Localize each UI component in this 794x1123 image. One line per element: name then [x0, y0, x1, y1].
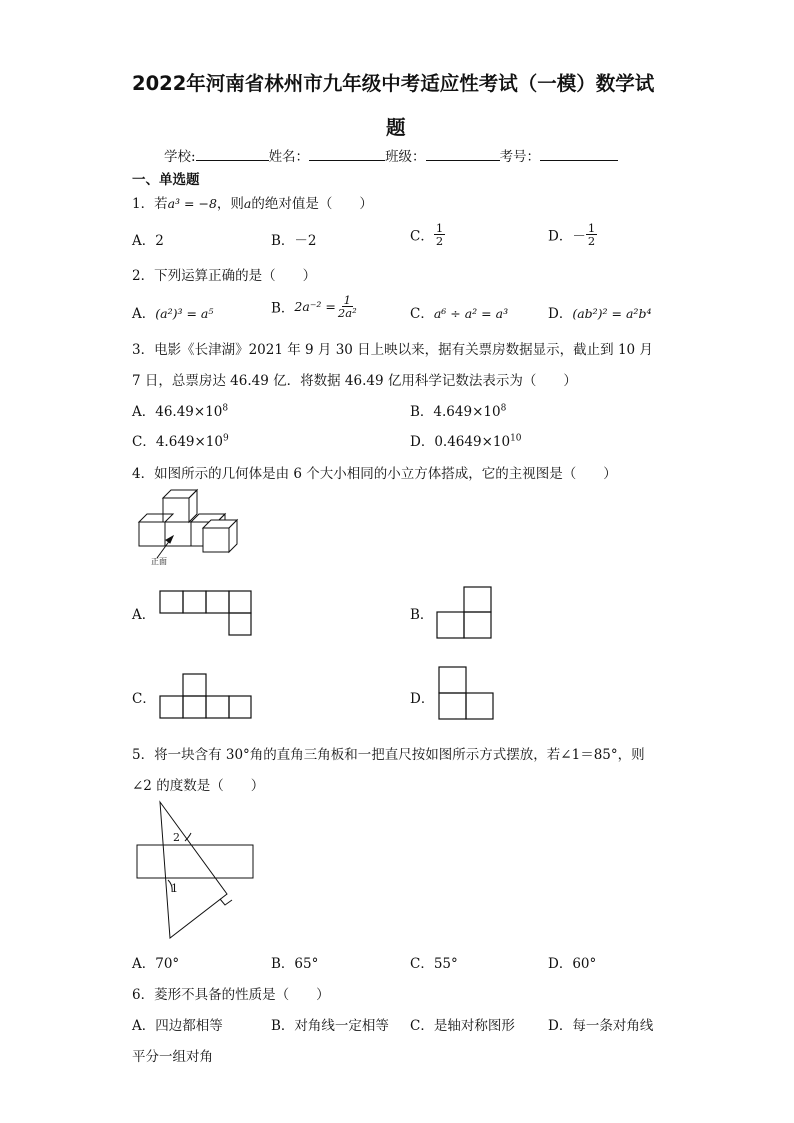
q1-option-d[interactable] — [548, 222, 597, 247]
school-label: 学校: — [164, 149, 196, 165]
q1-d-fraction — [586, 222, 597, 247]
q3-stem-line2: 7 日，总票房达 46.49 亿．将数据 46.49 亿用科学记数法表示为（ ） — [132, 373, 577, 389]
q6-c-label: C． — [410, 1018, 434, 1034]
q6-c-text: 是轴对称图形 — [433, 1018, 515, 1034]
q5-option-d[interactable] — [548, 952, 596, 972]
q6-option-d[interactable] — [548, 1014, 653, 1034]
q1-mid: ，则 — [216, 196, 244, 212]
q4-option-d-view[interactable] — [438, 666, 494, 722]
q6-b-text: 对角线一定相等 — [294, 1018, 389, 1034]
q2-c-text: a⁶ ÷ a² = a³ — [433, 306, 509, 321]
q1-d-sign: － — [572, 228, 586, 245]
q3-c-base: 4.649×10 — [155, 434, 223, 450]
q3-c-label: C． — [132, 434, 156, 450]
q2-a-text: (a²)³ = a⁵ — [155, 306, 214, 321]
q1-a-text: 2 — [155, 233, 164, 249]
q1-a-label: A． — [132, 233, 156, 249]
q4-stem: 4．如图所示的几何体是由 6 个大小相同的小立方体搭成，它的主视图是（ ） — [132, 466, 617, 482]
q1-option-a[interactable] — [132, 229, 164, 249]
q2-b-fraction — [336, 294, 359, 319]
front-label: 正面 — [151, 557, 167, 566]
q6-option-c[interactable] — [410, 1014, 515, 1034]
q2-option-d[interactable] — [548, 302, 651, 322]
q6-option-a[interactable] — [132, 1014, 223, 1034]
q2-option-b[interactable] — [271, 294, 359, 319]
q2-option-c[interactable] — [410, 302, 508, 322]
page-title-continuation: 题 — [386, 116, 406, 139]
q6-d-label: D． — [548, 1018, 573, 1034]
q5-c-label: C． — [410, 956, 434, 972]
cube-bottom-1-top — [139, 514, 173, 522]
q4-option-c-view[interactable] — [158, 673, 253, 721]
cube-top-front — [163, 498, 189, 522]
class-blank[interactable] — [426, 148, 500, 161]
student-info-line — [164, 145, 618, 165]
q4-option-b-label[interactable]: B． — [410, 607, 434, 623]
angle1-label: 1 — [171, 882, 178, 895]
class-label: 班级： — [385, 149, 426, 165]
q3-c-exp: 9 — [222, 433, 229, 444]
q1-option-c[interactable] — [410, 222, 445, 247]
q6-option-d-continuation: 平分一组对角 — [132, 1049, 213, 1065]
q5-d-text: 60° — [572, 956, 597, 972]
name-blank[interactable] — [309, 148, 385, 161]
page-title: 2022年河南省林州市九年级中考适应性考试（一模）数学试 — [132, 72, 655, 95]
q1-expression: a³ = −8 — [167, 196, 217, 211]
q5-a-text: 70° — [155, 956, 180, 972]
q3-option-a[interactable] — [132, 400, 228, 420]
q3-stem-line1: 3．电影《长津湖》2021 年 9 月 30 日上映以来，据有关票房数据显示，截止到 10 月 — [132, 342, 653, 358]
q3-option-c[interactable] — [132, 430, 229, 450]
q1-b-label: B． — [271, 233, 295, 249]
q6-stem: 6．菱形不具备的性质是（ ） — [132, 987, 330, 1003]
q2-stem: 2．下列运算正确的是（ ） — [132, 268, 317, 284]
q1-c-fraction — [434, 222, 445, 247]
q2-b-label: B． — [271, 300, 295, 317]
q3-a-exp: 8 — [222, 403, 229, 414]
right-angle-mark — [220, 899, 232, 905]
q6-a-text: 四边都相等 — [155, 1018, 223, 1034]
q1-variable: a — [243, 196, 252, 211]
q1-c-den: 2 — [435, 234, 444, 248]
q2-option-a[interactable] — [132, 302, 213, 322]
q4-option-c-label[interactable]: C． — [132, 691, 156, 707]
q3-b-exp: 8 — [500, 403, 507, 414]
q5-stem-line2: ∠2 的度数是（ ） — [132, 778, 265, 794]
q4-option-a-label[interactable]: A． — [132, 607, 156, 623]
q1-d-label: D． — [548, 228, 573, 245]
id-label: 考号： — [499, 149, 541, 165]
q5-stem-line1: 5．将一块含有 30°角的直角三角板和一把直尺按如图所示方式摆放，若∠1＝85°，则 — [132, 747, 645, 763]
cube-front — [203, 528, 229, 552]
q6-b-label: B． — [271, 1018, 295, 1034]
q6-a-label: A． — [132, 1018, 156, 1034]
id-blank[interactable] — [540, 148, 618, 161]
q4-option-d-label[interactable]: D． — [410, 691, 435, 707]
front-arrow-head — [166, 536, 173, 543]
q5-figure — [135, 800, 260, 942]
q5-option-a[interactable] — [132, 952, 179, 972]
section-heading: 一、单选题 — [132, 172, 200, 188]
cube-bottom-1 — [139, 522, 165, 546]
q3-d-base: 0.4649×10 — [434, 434, 511, 450]
q2-b-lhs: 2a⁻² = — [294, 299, 336, 314]
name-label: 姓名： — [268, 149, 310, 165]
q2-b-num: 1 — [343, 293, 351, 307]
q6-option-b[interactable] — [271, 1014, 389, 1034]
q1-option-b[interactable] — [271, 229, 317, 249]
q2-b-den: 2a² — [337, 306, 357, 320]
q3-option-b[interactable] — [410, 400, 506, 420]
q5-b-text: 65° — [294, 956, 319, 972]
angle2-label: 2 — [173, 831, 180, 844]
q1-suffix: 的绝对值是（ ） — [251, 196, 373, 212]
q3-b-base: 4.649×10 — [433, 404, 501, 420]
q1-prefix: 1．若 — [132, 196, 168, 212]
q2-a-label: A． — [132, 306, 156, 322]
q5-b-label: B． — [271, 956, 295, 972]
q3-d-label: D． — [410, 434, 435, 450]
q3-a-base: 46.49×10 — [155, 404, 223, 420]
q5-option-b[interactable] — [271, 952, 318, 972]
q2-c-label: C． — [410, 306, 434, 322]
q3-option-d[interactable] — [410, 430, 522, 450]
q1-d-den: 2 — [587, 234, 596, 248]
q1-b-text: －2 — [294, 233, 317, 249]
q3-b-label: B． — [410, 404, 434, 420]
q6-d-text: 每一条对角线 — [572, 1018, 654, 1034]
q5-a-label: A． — [132, 956, 156, 972]
q5-c-text: 55° — [433, 956, 458, 972]
q1-c-label: C． — [410, 228, 434, 245]
q1-stem — [132, 192, 373, 212]
q5-d-label: D． — [548, 956, 573, 972]
q2-d-text: (ab²)² = a²b⁴ — [572, 306, 652, 321]
q1-c-num: 1 — [435, 221, 444, 235]
q3-d-exp: 10 — [510, 433, 522, 444]
cube-top-top — [163, 490, 197, 498]
triangle — [160, 802, 227, 938]
q2-d-label: D． — [548, 306, 573, 322]
q4-option-b-view[interactable] — [436, 586, 492, 640]
q4-option-a-view[interactable] — [158, 590, 253, 638]
q5-option-c[interactable] — [410, 952, 458, 972]
q3-a-label: A． — [132, 404, 156, 420]
q1-d-num: 1 — [587, 221, 596, 235]
school-blank[interactable] — [196, 148, 269, 161]
